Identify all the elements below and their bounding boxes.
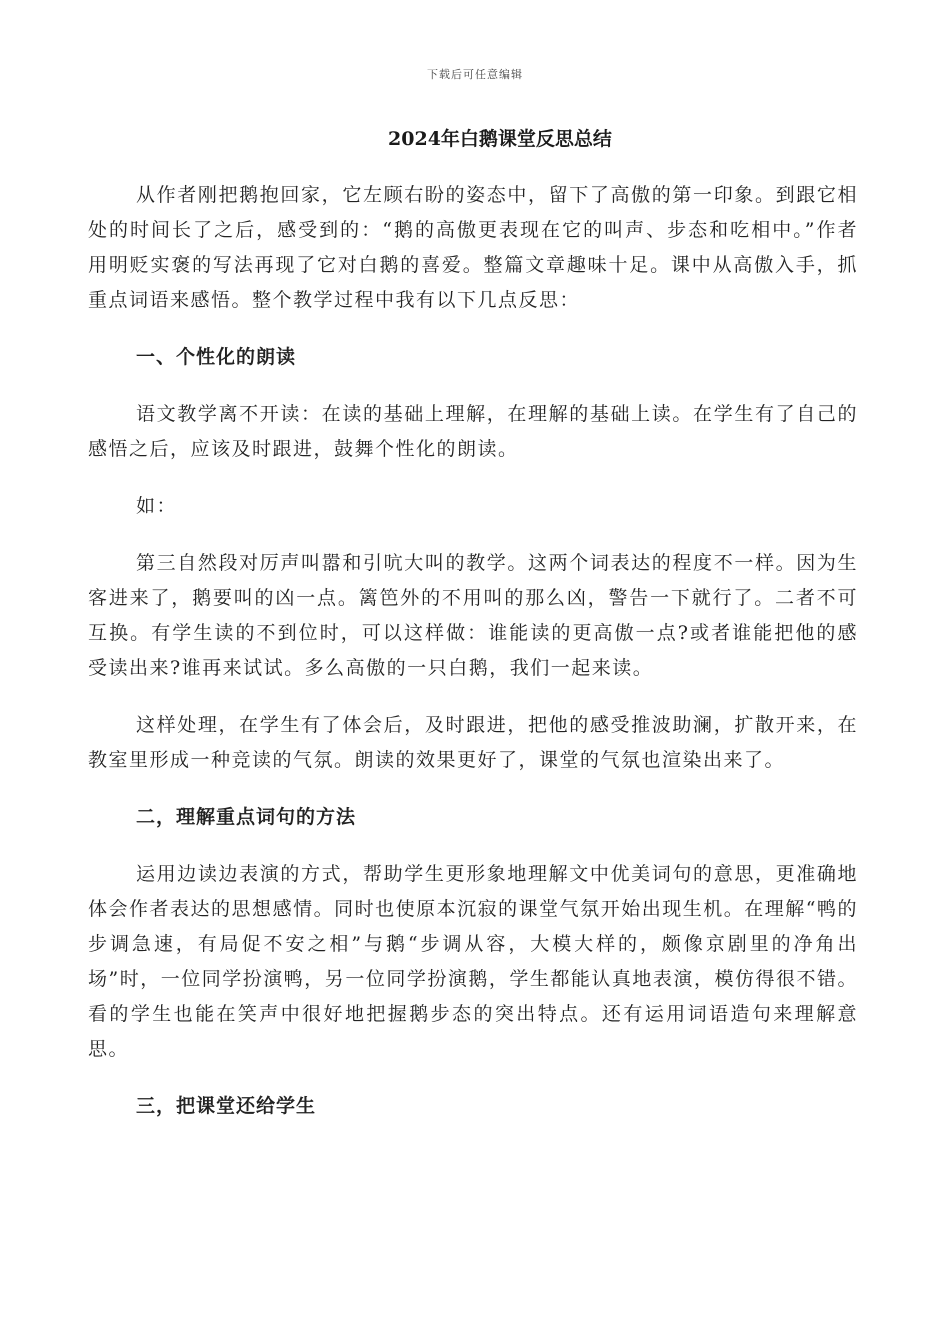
section1-paragraph-4: 这样处理，在学生有了体会后，及时跟进，把他的感受推波助澜，扩散开来，在教室里形成一种竞读的气氛。朗读的效果更好了，课堂的气氛也渲染出来了。 [88,714,858,771]
section1-paragraph-3: 第三自然段对厉声叫嚣和引吭大叫的教学。这两个词表达的程度不一样。因为生客进来了，鹅要叫的凶一点。篱笆外的不用叫的那么凶，警告一下就行了。二者不可互换。有学生读的不到位时，可以这样做：谁能读的更高傲一点?或者谁能把他的感受读出来?谁再来试试。多么高傲的一只白鹅，我们一起来读。 [88,552,858,679]
section1-paragraph-2: 如： [136,495,178,517]
section2-paragraph-1: 运用边读边表演的方式，帮助学生更形象地理解文中优美词句的意思，更准确地体会作者表达的思想感情。同时也使原本沉寂的课堂气氛开始出现生机。在理解“鸭的步调急速，有局促不安之相”与鹅“步调从容，大模大样的，颇像京剧里的净角出场”时，一位同学扮演鸭，另一位同学扮演鹅，学生都能认真地表演，模仿得很不错。看的学生也能在笑声中很好地把握鹅步态的突出特点。还有运用词语造句来理解意思。 [88,863,858,1060]
section-heading-3: 三，把课堂还给学生 [136,1095,317,1117]
document-title: 2024年白鹅课堂反思总结 [388,128,612,150]
header-note: 下载后可任意编辑 [427,68,523,81]
section-heading-1: 一、个性化的朗读 [136,346,297,368]
intro-paragraph: 从作者刚把鹅抱回家，它左顾右盼的姿态中，留下了高傲的第一印象。到跟它相处的时间长了之后，感受到的：“鹅的高傲更表现在它的叫声、步态和吃相中。”作者用明贬实褒的写法再现了它对白鹅的喜爱。整篇文章趣味十足。课中从高傲入手，抓重点词语来感悟。整个教学过程中我有以下几点反思： [88,184,858,311]
section1-paragraph-1: 语文教学离不开读：在读的基础上理解，在理解的基础上读。在学生有了自己的感悟之后，应该及时跟进，鼓舞个性化的朗读。 [88,403,858,460]
section-heading-2: 二，理解重点词句的方法 [136,806,357,828]
document-body [88,178,858,1146]
